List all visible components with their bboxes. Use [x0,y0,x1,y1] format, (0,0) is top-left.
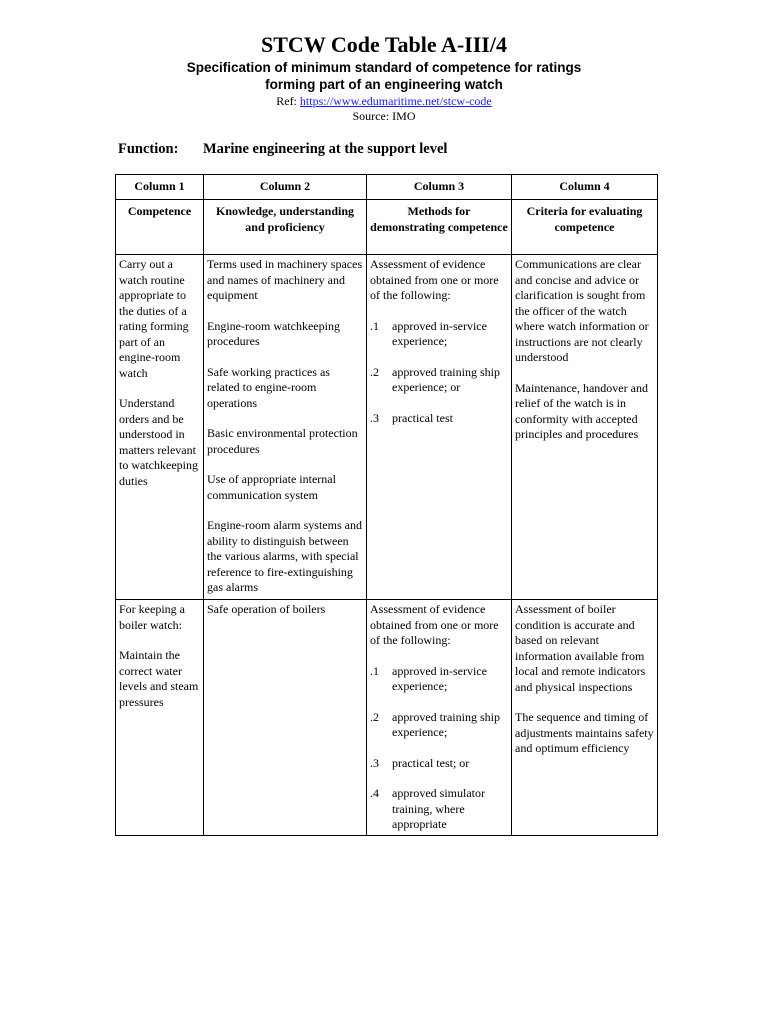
method-item [370,756,508,772]
method-number: .4 [370,786,379,800]
page-title: STCW Code Table A-III/4 [261,32,507,57]
criteria-cell [512,600,658,836]
function-row [118,141,448,158]
ref-label: Ref: [276,94,297,108]
column-title-header-row [116,200,658,255]
cell-paragraph: Use of appropriate internal communication system [207,472,336,502]
method-text: approved in-service experience; [392,318,487,348]
cell-paragraph: Safe working practices as related to engine-room operations [207,364,330,410]
method-text: practical test [392,410,453,425]
method-item [370,786,508,833]
cell-paragraph: Maintain the correct water levels and steam pressures [119,648,199,709]
methods-intro: Assessment of evidence obtained from one or more of the following: [370,257,499,302]
knowledge-cell [204,600,367,836]
page-subtitle [0,59,768,93]
column-number-header-row [116,175,658,200]
cell-paragraph: Understand orders and be understood in matters relevant to watchkeeping duties [119,396,198,488]
methods-intro: Assessment of evidence obtained from one or more of the following: [370,602,499,647]
subtitle-line-1: Specification of minimum standard of competence for ratings [186,60,582,75]
cell-paragraph: The sequence and timing of adjustments maintains safety and optimum efficiency [515,710,654,755]
subheader-criteria: Criteria for evaluating competence [512,200,658,255]
cell-paragraph: Engine-room alarm systems and ability to distinguish between the various alarms, with special reference to fire-extinguishing gas alarms [207,518,362,594]
function-label: Function: [118,141,179,157]
column-header-4: Column 4 [512,175,658,200]
method-number: .1 [370,663,379,678]
method-number: .3 [370,410,379,425]
methods-cell [367,255,512,600]
method-number: .2 [370,709,379,724]
cell-paragraph: Basic environmental protection procedures [207,426,358,456]
methods-cell [367,600,512,836]
cell-paragraph: Safe operation of boilers [207,602,326,616]
method-text: approved training ship experience; or [392,364,500,394]
cell-paragraph: Carry out a watch routine appropriate to the duties of a rating forming part of an engine-room watch [119,257,189,380]
source-line: Source: IMO [352,109,416,123]
cell-paragraph: Communications are clear and concise and advice or clarification is sought from the officer of the watch where watch information or instructions are not clearly understood [515,257,649,364]
criteria-cell [512,255,658,600]
method-item [370,411,508,427]
column-header-2: Column 2 [204,175,367,200]
ref-link[interactable]: https://www.edumaritime.net/stcw-code [299,94,492,108]
subheader-competence: Competence [116,200,204,255]
knowledge-cell [204,255,367,600]
function-value: Marine engineering at the support level [203,141,448,157]
cell-paragraph: Assessment of boiler condition is accurate and based on relevant information available from local and remote indicators and physical inspections [515,602,646,694]
cell-paragraph: Terms used in machinery spaces and names of machinery and equipment [207,257,363,302]
method-number: .1 [370,318,379,333]
column-header-3: Column 3 [367,175,512,200]
subheader-methods: Methods for demonstrating competence [367,200,512,255]
table-row [116,255,658,600]
column-header-1: Column 1 [116,175,204,200]
cell-paragraph: Maintenance, handover and relief of the watch is in conformity with accepted principles and procedures [515,380,648,441]
method-number: .2 [370,364,379,379]
competence-cell [116,255,204,600]
method-item [370,710,508,741]
reference-line [0,94,768,109]
subheader-knowledge: Knowledge, understanding and proficiency [204,200,367,255]
method-number: .3 [370,755,379,770]
competence-cell [116,600,204,836]
method-item [370,319,508,350]
table-row [116,600,658,836]
method-item [370,365,508,396]
competence-table [115,174,658,836]
cell-paragraph: Engine-room watchkeeping procedures [207,318,340,348]
method-text: approved simulator training, where appropriate [392,786,485,831]
method-text: approved in-service experience; [392,663,487,693]
method-item [370,664,508,695]
subtitle-line-2: forming part of an engineering watch [265,77,503,92]
method-text: practical test; or [392,755,470,770]
method-text: approved training ship experience; [392,709,500,739]
cell-paragraph: For keeping a boiler watch: [119,602,185,632]
